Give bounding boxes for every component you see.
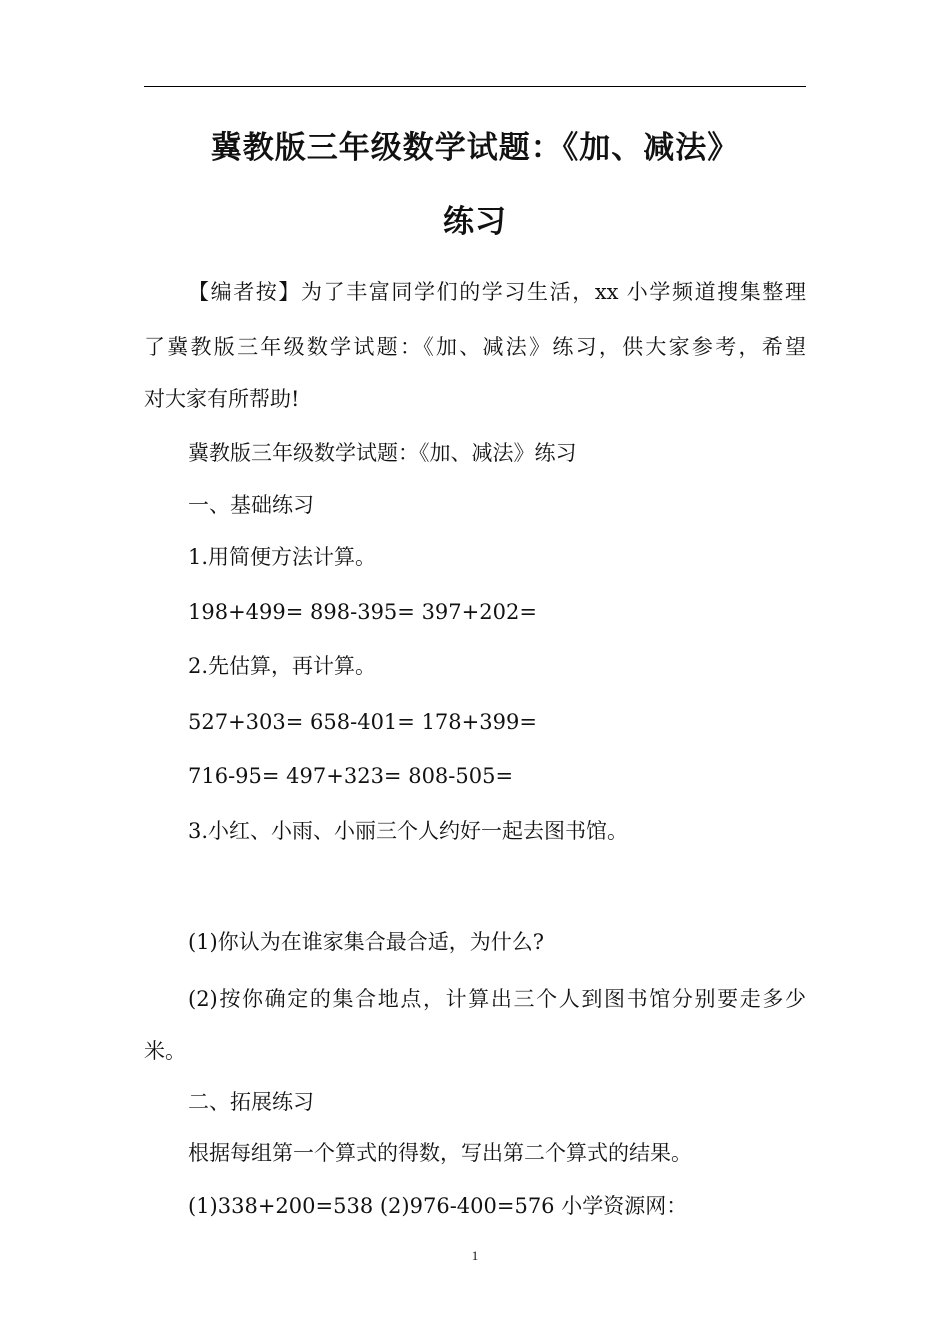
document-title-line-1: 冀教版三年级数学试题：《加、减法》 [210,130,740,166]
extension-instructions: 根据每组第一个算式的得数，写出第二个算式的结果。 [188,1141,692,1165]
extension-expressions: (1)338+200=538 (2)976-400=576 小学资源网： [188,1194,688,1218]
page-number: 1 [471,1248,479,1263]
question-3-part-2-line-2: 米。 [144,1039,186,1063]
question-2-expressions-1: 527+303= 658-401= 178+399= [188,710,537,734]
intro-line-1: 【编者按】为了丰富同学们的学习生活，xx 小学频道搜集整理 [188,280,806,304]
question-3: 3.小红、小雨、小丽三个人约好一起去图书馆。 [188,819,629,843]
intro-line-3: 对大家有所帮助! [144,387,300,411]
intro-line-2: 了冀教版三年级数学试题：《加、减法》练习，供大家参考，希望 [144,335,806,359]
question-3-part-1: (1)你认为在谁家集合最合适，为什么? [188,930,545,954]
question-3-part-2-line-1: (2)按你确定的集合地点，计算出三个人到图书馆分别要走多少 [188,987,806,1011]
document-title-line-2: 练习 [443,204,507,240]
section-heading-extension: 二、拓展练习 [188,1090,314,1114]
question-1-expressions: 198+499= 898-395= 397+202= [188,600,537,624]
article-subtitle: 冀教版三年级数学试题：《加、减法》练习 [188,441,577,465]
question-2-expressions-2: 716-95= 497+323= 808-505= [188,764,514,788]
question-1: 1.用简便方法计算。 [188,545,377,569]
question-2: 2.先估算，再计算。 [188,654,377,678]
header-rule [144,86,806,87]
section-heading-basic: 一、基础练习 [188,493,314,517]
